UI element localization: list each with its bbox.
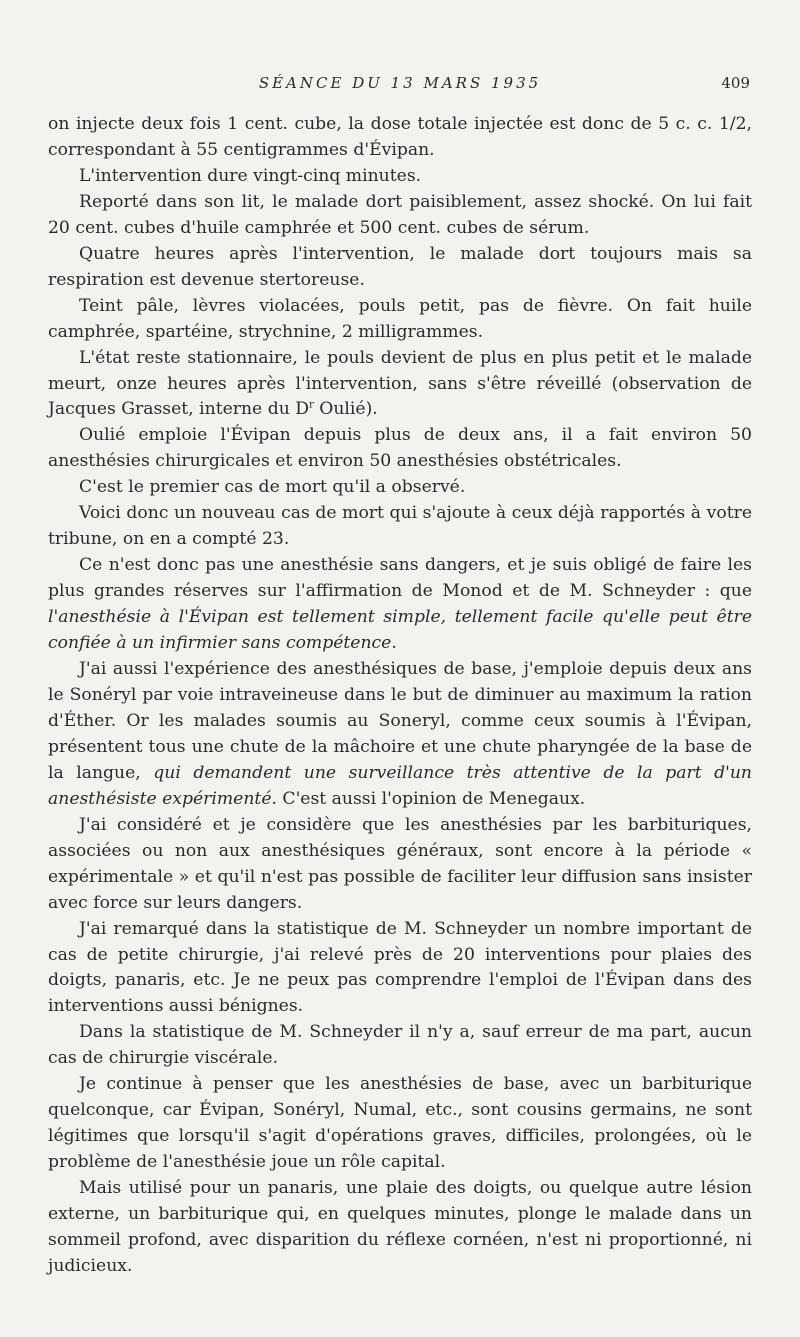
paragraph-14: Je continue à penser que les anesthésies de base, avec un barbiturique quelconque, car Évipan, Sonéryl, Numal, etc., sont cousins germains, ne sont légitimes que lorsqu'il s'agit d'opérations graves, difficiles, prolongées, où le problème de l'anesthésie joue un rôle capital. xyxy=(48,1074,752,1173)
body-text xyxy=(48,112,752,1280)
paragraph-5-text: L'état reste stationnaire, le pouls devient de plus en plus petit et le malade meurt, onze heures après l'intervention, sans s'être réveillé (observation de Jacques Grasset, interne du D xyxy=(48,347,752,420)
paragraph-10-end: C'est aussi l'opinion de Menegaux. xyxy=(276,788,586,809)
paragraph-11: J'ai considéré et je considère que les anesthésies par les barbituriques, associées ou non aux anesthésiques généraux, sont encore à la période « expérimentale » et qu'il n'est pas possible de faciliter leur diffusion sans insister avec force sur leurs dangers. xyxy=(48,814,752,913)
paragraph-3: Quatre heures après l'intervention, le malade dort toujours mais sa respiration est devenue stertoreuse. xyxy=(48,243,752,290)
header-title: SÉANCE DU 13 MARS 1935 xyxy=(258,74,542,92)
paragraph-12: J'ai remarqué dans la statistique de M. Schneyder un nombre important de cas de petite chirurgie, j'ai relevé près de 20 interventions pour plaies des doigts, panaris, etc. Je ne peux pas comprendre l'emploi de l'Évipan dans des interventions aussi bénignes. xyxy=(48,918,752,1017)
paragraph-9 xyxy=(48,553,752,657)
paragraph-5-end: Oulié). xyxy=(313,399,378,420)
paragraph-4: Teint pâle, lèvres violacées, pouls petit, pas de fièvre. On fait huile camphrée, spartéine, strychnine, 2 milligrammes. xyxy=(48,295,752,342)
paragraph-1: L'intervention dure vingt-cinq minutes. xyxy=(79,165,422,186)
paragraph-15: Mais utilisé pour un panaris, une plaie des doigts, ou quelque autre lésion externe, un barbiturique qui, en quelques minutes, plonge le malade dans un sommeil profond, avec disparition du réflexe cornéen, n'est ni proportionné, ni judicieux. xyxy=(48,1178,752,1276)
paragraph-9-text: Ce n'est donc pas une anesthésie sans dangers, et je suis obligé de faire les plus grandes réserves sur l'affirmation de Monod et de M. Schneyder : que xyxy=(48,555,752,602)
paragraph-2: Reporté dans son lit, le malade dort paisiblement, assez shocké. On lui fait 20 cent. cubes d'huile camphrée et 500 cent. cubes de sérum. xyxy=(48,191,752,238)
page-number: 409 xyxy=(721,74,750,92)
paragraph-13: Dans la statistique de M. Schneyder il n'y a, sauf erreur de ma part, aucun cas de chirurgie viscérale. xyxy=(48,1022,752,1069)
paragraph-10 xyxy=(48,657,752,813)
paragraph-6: Oulié emploie l'Évipan depuis plus de deux ans, il a fait environ 50 anesthésies chirurgicales et environ 50 anesthésies obstétricales. xyxy=(48,425,752,472)
paragraph-5 xyxy=(48,346,752,424)
paragraph-9-quote: l'anesthésie à l'Évipan est tellement simple, tellement facile qu'elle peut être confiée à un infirmier sans compétence. xyxy=(48,607,752,654)
paragraph-10-text: J'ai aussi l'expérience des anesthésiques de base, j'emploie depuis deux ans le Sonéryl par voie intraveineuse dans le but de diminuer au maximum la ration d'Éther. Or les malades soumis au Soneryl, comme ceux soumis à l'Évipan, présentent tous une chute de la mâchoire et une chute pharyngée de la base de la langue, xyxy=(48,659,752,783)
running-header xyxy=(48,74,752,96)
paragraph-0: on injecte deux fois 1 cent. cube, la dose totale injectée est donc de 5 c. c. 1/2, correspondant à 55 centigrammes d'Évipan. xyxy=(48,114,752,160)
paragraph-5-sup: r xyxy=(309,399,314,411)
paragraph-7: C'est le premier cas de mort qu'il a observé. xyxy=(79,477,466,498)
paragraph-10-emphasis: qui demandent une surveillance très attentive de la part d'un anesthésiste expérimenté. xyxy=(48,762,752,809)
paragraph-8: Voici donc un nouveau cas de mort qui s'ajoute à ceux déjà rapportés à votre tribune, on en a compté 23. xyxy=(48,503,752,550)
